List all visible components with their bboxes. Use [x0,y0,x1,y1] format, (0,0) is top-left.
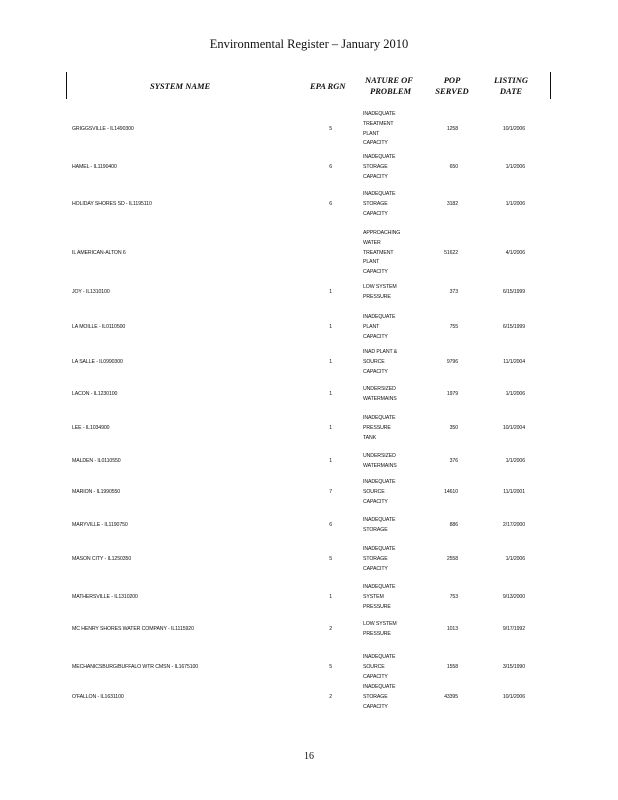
epa-rgn-cell: 2 [329,693,332,700]
nature-line: INADEQUATE [363,314,396,320]
nature-line: CAPACITY [363,269,388,276]
pop-served-cell: 14610 [444,488,458,495]
system-name-cell: HAMEL - IL1190400 [72,163,117,170]
page-number: 16 [304,751,314,762]
nature-line: PRESSURE [363,424,391,431]
listing-date-cell: 4/1/2006 [505,249,525,256]
nature-line: WATERMAINS [363,462,397,469]
nature-line: TREATMENT [363,120,394,127]
pop-served-cell: 753 [449,593,458,600]
epa-rgn-cell: 6 [329,200,332,207]
listing-date-cell: 1/1/2006 [505,390,525,397]
epa-rgn-cell: 5 [329,663,332,670]
pop-served-cell: 1013 [446,625,458,632]
nature-line: SOURCE [363,488,385,495]
listing-date-cell: 9/13/2000 [502,593,525,600]
nature-line: CAPACITY [363,140,388,147]
system-name-cell: MALDEN - IL0110550 [72,457,121,464]
system-name-cell: LACON - IL1230100 [72,390,118,397]
epa-rgn-cell: 5 [329,555,332,562]
nature-line: CAPACITY [363,173,388,180]
epa-rgn-cell: 1 [329,593,332,600]
header-listing-line2: DATE [499,86,523,96]
nature-line: PLANT [363,323,380,330]
nature-of-problem-cell [363,683,421,712]
pop-served-cell: 51622 [444,249,458,256]
nature-line: STORAGE [363,555,388,562]
pop-served-cell: 3182 [446,200,458,207]
nature-line: WATERMAINS [363,395,397,402]
nature-line: UNDERSIZED [363,453,396,459]
nature-of-problem-cell [363,190,421,219]
nature-line: LOW SYSTEM [363,284,397,290]
nature-of-problem-cell [363,452,421,472]
nature-of-problem-cell [363,545,421,574]
pop-served-cell: 755 [449,323,458,330]
system-name-cell: MARION - IL1990550 [72,488,121,495]
system-name-cell: HOLIDAY SHORES SD - IL1195110 [72,200,152,207]
nature-line: CAPACITY [363,210,388,217]
nature-line: CAPACITY [363,368,388,375]
listing-date-cell: 9/17/1992 [502,625,525,632]
nature-line: CAPACITY [363,333,388,340]
nature-line: INADEQUATE [363,546,396,552]
nature-line: INADEQUATE [363,111,396,117]
pop-served-cell: 1979 [446,390,458,397]
nature-line: INADEQUATE [363,654,396,660]
listing-date-cell: 10/1/2006 [502,693,525,700]
epa-rgn-cell: 1 [329,390,332,397]
nature-line: PLANT [363,130,380,137]
nature-of-problem-cell [363,229,421,278]
nature-of-problem-cell [363,478,421,507]
system-name-cell: MECHANICSBURG/BUFFALO WTR CMSN - IL1675100 [72,663,199,670]
nature-of-problem-cell [363,516,421,536]
epa-rgn-cell: 1 [329,457,332,464]
nature-line: TANK [363,434,377,441]
system-name-cell: MARYVILLE - IL1190750 [72,521,128,528]
pop-served-cell: 350 [449,424,458,431]
epa-rgn-cell: 2 [329,625,332,632]
header-pop-line2: SERVED [435,86,469,96]
nature-of-problem-cell [363,110,421,149]
listing-date-cell: 6/15/1999 [502,323,525,330]
nature-line: INAD PLANT & [363,349,398,355]
page-title: Environmental Register – January 2010 [209,37,409,51]
epa-rgn-cell: 1 [329,323,332,330]
nature-line: PRESSURE [363,293,391,300]
nature-line: PRESSURE [363,630,391,637]
listing-date-cell: 1/1/2006 [505,163,525,170]
nature-of-problem-cell [363,653,421,682]
nature-line: INADEQUATE [363,517,396,523]
epa-rgn-cell: 1 [329,424,332,431]
epa-rgn-cell: 7 [329,488,332,495]
header-nature-line2: PROBLEM [370,86,412,96]
system-name-cell: MATHERSVILLE - IL1310200 [72,593,138,600]
nature-line: INADEQUATE [363,191,396,197]
nature-of-problem-cell [363,385,421,405]
header-epa-rgn: EPA RGN [310,81,346,91]
system-name-cell: IL AMERICAN-ALTON 6 [72,249,126,256]
nature-line: SOURCE [363,358,385,365]
nature-line: STORAGE [363,693,388,700]
epa-rgn-cell: 6 [329,521,332,528]
system-name-cell: LEE - IL1034900 [72,424,110,431]
nature-line: INADEQUATE [363,479,396,485]
header-nature-line1: NATURE OF [365,75,413,85]
pop-served-cell: 9796 [446,358,458,365]
listing-date-cell: 6/15/1999 [502,288,525,295]
system-name-cell: JOY - IL1310100 [72,288,110,295]
system-name-cell: LA MOILLE - IL0110500 [72,323,126,330]
epa-rgn-cell: 1 [329,358,332,365]
nature-line: CAPACITY [363,498,388,505]
epa-rgn-cell: 5 [329,125,332,132]
pop-served-cell: 650 [449,163,458,170]
nature-line: WATER [363,239,381,246]
nature-line: INADEQUATE [363,684,396,690]
nature-line: SYSTEM [363,593,384,600]
pop-served-cell: 1558 [446,663,458,670]
nature-of-problem-cell [363,283,421,303]
system-name-cell: LA SALLE - IL0990300 [72,358,123,365]
pop-served-cell: 1258 [446,125,458,132]
nature-of-problem-cell [363,414,421,443]
listing-date-cell: 11/1/2004 [503,358,525,365]
pop-served-cell: 2558 [446,555,458,562]
nature-line: STORAGE [363,163,388,170]
header-left-bar [66,72,67,99]
listing-date-cell: 10/1/2004 [502,424,525,431]
epa-rgn-cell: 6 [329,163,332,170]
nature-of-problem-cell [363,583,421,612]
pop-served-cell: 376 [449,457,458,464]
nature-line: SOURCE [363,663,385,670]
listing-date-cell: 1/1/2006 [505,555,525,562]
system-name-cell: MC HENRY SHORES WATER COMPANY - IL1115920 [72,625,194,632]
nature-line: PLANT [363,259,380,266]
system-name-cell: O'FALLON - IL1631100 [72,693,124,700]
nature-line: INADEQUATE [363,584,396,590]
nature-line: CAPACITY [363,703,388,710]
nature-line: LOW SYSTEM [363,621,397,627]
nature-line: STORAGE [363,200,388,207]
nature-line: CAPACITY [363,673,388,680]
system-name-cell: MASON CITY - IL1250350 [72,555,132,562]
header-right-bar [550,72,551,99]
nature-line: INADEQUATE [363,415,396,421]
nature-of-problem-cell [363,620,421,640]
header-listing-line1: LISTING [493,75,528,85]
nature-line: APPROACHING [363,230,401,236]
nature-of-problem-cell [363,153,421,182]
header-system-name: SYSTEM NAME [150,81,211,91]
pop-served-cell: 373 [449,288,458,295]
listing-date-cell: 3/15/1990 [502,663,525,670]
listing-date-cell: 1/1/2006 [505,200,525,207]
nature-line: CAPACITY [363,565,388,572]
listing-date-cell: 1/1/2006 [505,457,525,464]
system-name-cell: GRIGGSVILLE - IL1490300 [72,125,134,132]
nature-line: INADEQUATE [363,154,396,160]
nature-of-problem-cell [363,313,421,342]
listing-date-cell: 10/1/2006 [502,125,525,132]
listing-date-cell: 2/17/2000 [502,521,525,528]
nature-line: STORAGE [363,526,388,533]
listing-date-cell: 11/1/2001 [503,488,525,495]
nature-of-problem-cell [363,348,421,377]
nature-line: PRESSURE [363,603,391,610]
epa-rgn-cell: 1 [329,288,332,295]
pop-served-cell: 43395 [444,693,458,700]
header-pop-line1: POP [443,75,461,85]
nature-line: TREATMENT [363,249,394,256]
pop-served-cell: 886 [449,521,458,528]
nature-line: UNDERSIZED [363,386,396,392]
